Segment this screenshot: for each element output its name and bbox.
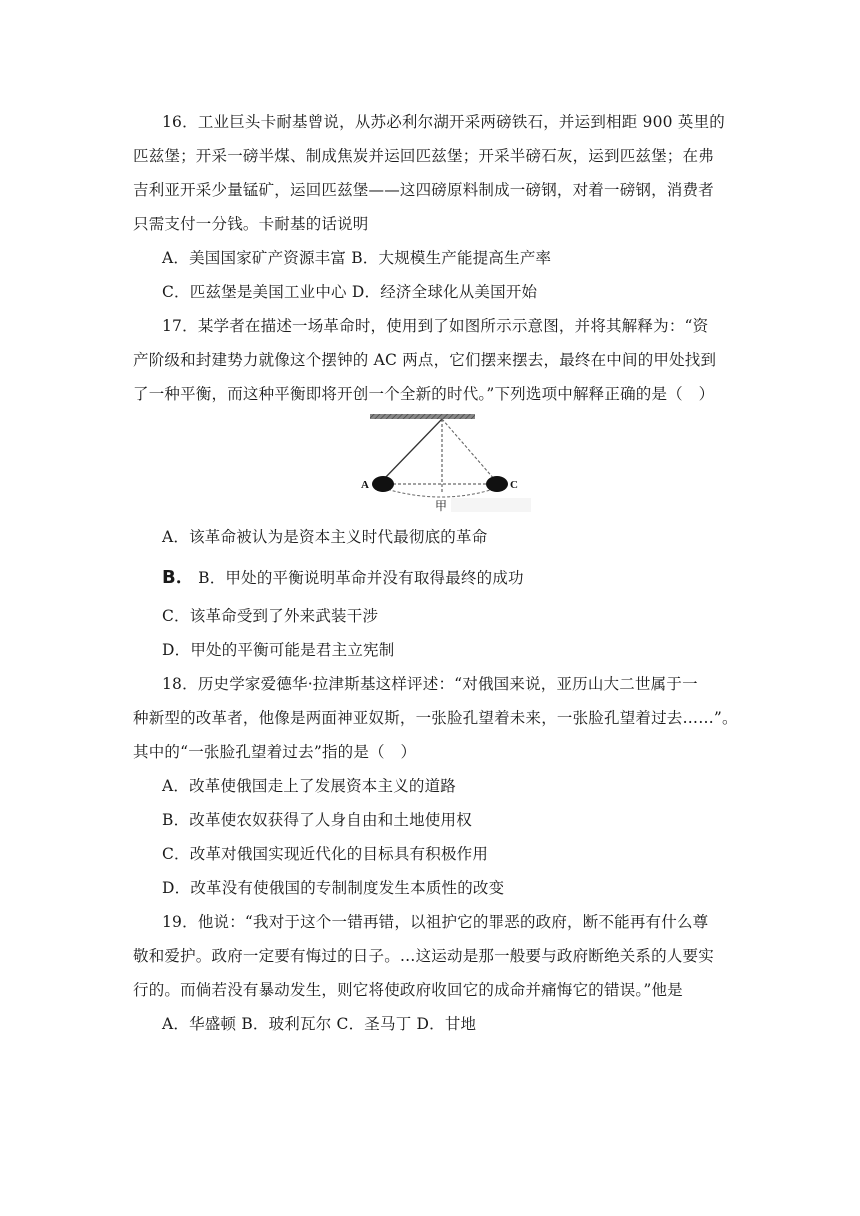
q18-stem-line3: 其中的“一张脸孔望着过去”指的是（ ） [133, 743, 417, 761]
q18-option-a: A．改革使俄国走上了发展资本主义的道路 [162, 777, 456, 795]
q17-stem-line3: 了一种平衡，而这种平衡即将开创一个全新的时代。”下列选项中解释正确的是（ ） [133, 385, 715, 403]
q17-option-d: D．甲处的平衡可能是君主立宪制 [162, 641, 395, 659]
q18-stem-line2: 种新型的改革者，他像是两面神亚奴斯，一张脸孔望着未来，一张脸孔望着过去……”。 [133, 709, 738, 727]
q18-option-d: D．改革没有使俄国的专制制度发生本质性的改变 [162, 879, 505, 897]
q17-option-b-prefix: B． [162, 567, 195, 588]
pendulum-diagram [355, 410, 545, 515]
label-jia: 甲 [435, 499, 448, 513]
q16-stem-line3: 吉利亚开采少量锰矿，运回匹兹堡——这四磅原料制成一磅钢，对着一磅钢，消费者 [133, 181, 714, 199]
q17-option-b-text: B．甲处的平衡说明革命并没有取得最终的成功 [198, 569, 524, 587]
q16-options-ab: A．美国国家矿产资源丰富 B．大规模生产能提高生产率 [162, 249, 552, 267]
q16-stem-line1: 16．工业巨头卡耐基曾说，从苏必利尔湖开采两磅铁石，并运到相距 900 英里的 [162, 113, 725, 131]
q18-option-c: C．改革对俄国实现近代化的目标具有积极作用 [162, 845, 489, 863]
pendulum-string-c [442, 419, 495, 480]
q17-stem-line1: 17．某学者在描述一场革命时，使用到了如图所示示意图，并将其解释为：“资 [162, 317, 709, 335]
pendulum-bob-c [486, 476, 508, 492]
pendulum-ceiling [370, 414, 475, 419]
pendulum-arc [383, 488, 497, 497]
blur-watermark [451, 498, 531, 512]
pendulum-string-a [383, 419, 442, 480]
q17-option-b [162, 568, 762, 588]
q16-stem-line2: 匹兹堡；开采一磅半煤、制成焦炭并运回匹兹堡；开采半磅石灰，运到匹兹堡；在弗 [133, 147, 714, 165]
q18-stem-line1: 18．历史学家爱德华·拉津斯基这样评述：“对俄国来说，亚历山大二世属于一 [162, 675, 698, 693]
q17-stem-line2: 产阶级和封建势力就像这个摆钟的 AC 两点，它们摆来摆去，最终在中间的甲处找到 [133, 351, 717, 369]
q18-option-b: B．改革使农奴获得了人身自由和土地使用权 [162, 811, 472, 829]
q19-stem-line2: 敬和爱护。政府一定要有悔过的日子。…这运动是那一般要与政府断绝关系的人要实 [133, 947, 714, 965]
q17-option-c: C．该革命受到了外来武装干涉 [162, 607, 379, 625]
q19-options: A．华盛顿 B．玻利瓦尔 C．圣马丁 D．甘地 [162, 1015, 477, 1033]
label-c: C [510, 479, 518, 491]
q19-stem-line3: 行的。而倘若没有暴动发生，则它将使政府收回它的成命并痛悔它的错误。”他是 [133, 981, 683, 999]
pendulum-bob-a [372, 476, 394, 492]
label-a: A [361, 479, 369, 491]
q16-options-cd: C．匹兹堡是美国工业中心 D．经济全球化从美国开始 [162, 283, 538, 301]
q19-stem-line1: 19．他说：“我对于这个一错再错，以祖护它的罪恶的政府，断不能再有什么尊 [162, 913, 709, 931]
q16-stem-line4: 只需支付一分钱。卡耐基的话说明 [133, 215, 369, 233]
q17-option-a: A．该革命被认为是资本主义时代最彻底的革命 [162, 528, 488, 546]
